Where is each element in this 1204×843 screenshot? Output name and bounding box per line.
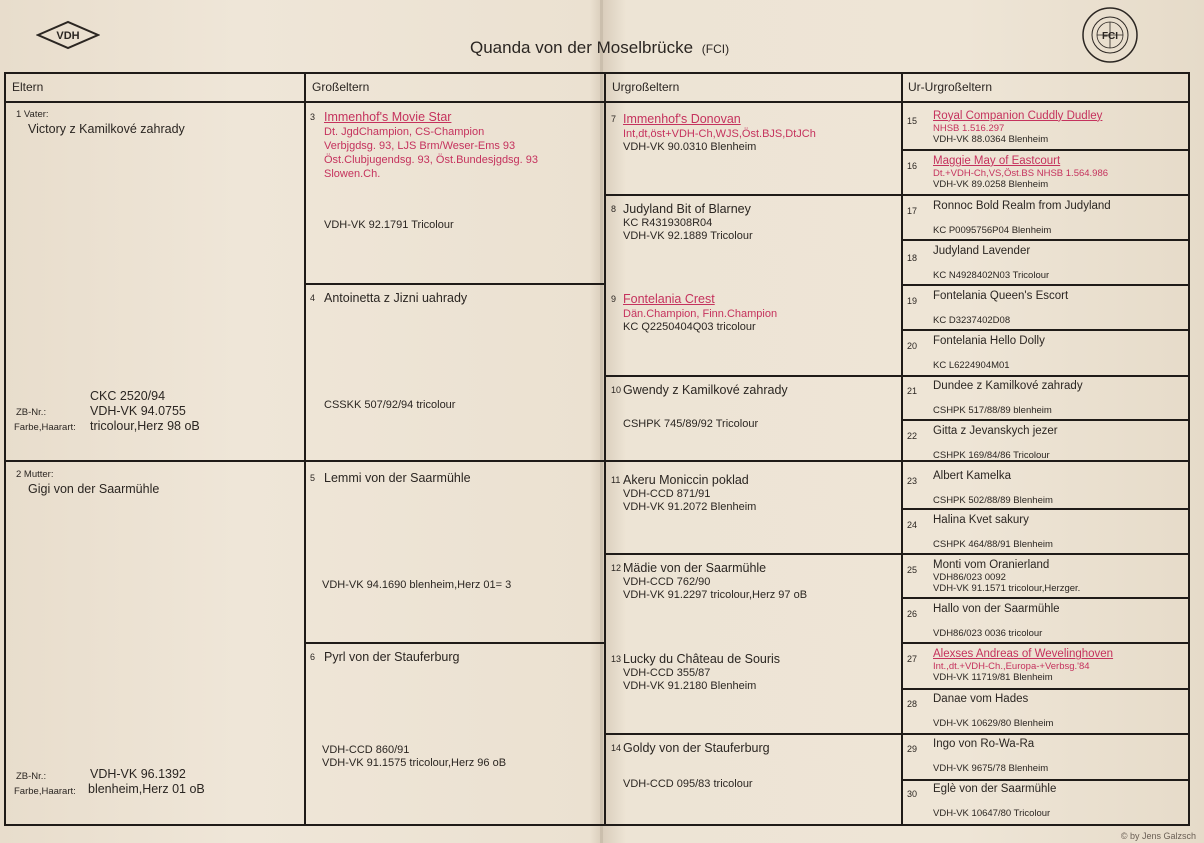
dog-registration: VDH-VK 94.1690 blenheim,Herz 01= 3 <box>322 579 512 591</box>
entry-number: 18 <box>907 253 918 263</box>
entry-number: 12 <box>611 563 622 573</box>
dog-registration: VDH-VK 89.0258 Blenheim <box>933 179 1049 190</box>
entry-number: 15 <box>907 116 918 126</box>
sire-farbe-label: Farbe,Haarart: <box>14 422 76 433</box>
gp-divider-1 <box>304 283 604 285</box>
entry-number: 25 <box>907 565 918 575</box>
dog-registration: CSHPK 169/84/86 Tricolour <box>933 450 1050 461</box>
dog-registration: CSSKK 507/92/94 tricolour <box>324 399 456 411</box>
dog-registration: VDH-VK 91.2297 tricolour,Herz 97 oB <box>623 589 808 601</box>
dog-title: Dän.Champion, Finn.Champion <box>623 308 778 320</box>
dog-name: Alexses Andreas of Wevelinghoven <box>933 648 1114 660</box>
dog-name: Halina Kvet sakury <box>933 514 1029 526</box>
entry-number: 9 <box>611 294 617 304</box>
dog-name: Pyrl von der Stauferburg <box>324 650 460 664</box>
entry-number: 22 <box>907 431 918 441</box>
dam-farbe-label: Farbe,Haarart: <box>14 786 76 797</box>
dog-registration: KC R4319308R04 <box>623 217 713 229</box>
gggp-29 <box>907 738 1187 774</box>
col-divider-2 <box>604 72 606 826</box>
dog-title: Int,dt,öst+VDH-Ch,WJS,Öst.BJS,DtJCh <box>623 128 816 140</box>
dog-name: Antoinetta z Jizni uahrady <box>324 291 468 305</box>
gggp-divider-8 <box>901 508 1190 510</box>
entry-number: 7 <box>611 114 617 124</box>
vdh-logo-text: VDH <box>56 30 80 42</box>
dog-registration: VDH-CCD 762/90 <box>623 576 711 588</box>
entry-number: 30 <box>907 789 918 799</box>
gggp-25 <box>907 559 1187 594</box>
entry-number: 3 <box>310 112 316 122</box>
ggp-divider-3 <box>604 553 901 555</box>
gggp-16 <box>907 155 1187 190</box>
dog-registration-line: VDH-VK 91.1575 tricolour,Herz 96 oB <box>322 757 507 769</box>
ggp-divider-4 <box>604 733 901 735</box>
dog-registration: KC Q2250404Q03 tricolour <box>623 321 756 333</box>
gggp-divider-2 <box>901 194 1190 196</box>
entry-number: 17 <box>907 206 918 216</box>
dog-name: Danae vom Hades <box>933 693 1029 705</box>
entry-number: 27 <box>907 654 918 664</box>
dam-block <box>16 468 159 497</box>
gggp-23 <box>907 470 1187 506</box>
dog-registration: VDH-VK 11719/81 Blenheim <box>933 672 1053 683</box>
dog-name: Hallo von der Saarmühle <box>933 603 1060 615</box>
sire-name: Victory z Kamilkové zahrady <box>28 122 185 136</box>
grandparent-6 <box>310 650 600 665</box>
dog-name: Judyland Lavender <box>933 245 1031 257</box>
grandparent-3 <box>310 110 600 181</box>
dog-registration: CSHPK 745/89/92 Tricolour <box>623 418 759 430</box>
gggp-divider-3 <box>901 239 1190 241</box>
entry-number: 16 <box>907 161 918 171</box>
col-header-grosseltern: Großeltern <box>312 80 370 94</box>
dog-title: Slowen.Ch. <box>324 168 381 180</box>
dog-registration: VDH-VK 92.1791 Tricolour <box>324 219 454 231</box>
dam-name: Gigi von der Saarmühle <box>28 482 160 496</box>
entry-number: 4 <box>310 293 316 303</box>
dog-name: Eglè von der Saarmühle <box>933 783 1057 795</box>
gggp-divider-7 <box>901 419 1190 421</box>
header-divider <box>4 101 1190 103</box>
title-suffix: (FCI) <box>701 42 730 56</box>
dog-registration-line: VDH-CCD 860/91 <box>322 744 410 756</box>
entry-number: 6 <box>310 652 316 662</box>
dog-name: Maggie May of Eastcourt <box>933 155 1061 167</box>
greatgrandparent-14 <box>611 741 899 756</box>
greatgrandparent-11 <box>611 473 899 514</box>
sire-block <box>16 108 185 137</box>
dog-name: Monti vom Oranierland <box>933 559 1050 571</box>
dog-name: Fontelania Queen's Escort <box>933 290 1069 302</box>
dog-registration: VDH86/023 0092 <box>933 572 1006 583</box>
page-title <box>470 38 729 58</box>
dog-name: Ronnoc Bold Realm from Judyland <box>933 200 1111 212</box>
greatgrandparent-9 <box>611 292 899 334</box>
entry-number: 26 <box>907 609 918 619</box>
gggp-divider-9 <box>901 553 1190 555</box>
gggp-21 <box>907 380 1187 416</box>
ggp-divider-2 <box>604 375 901 377</box>
dog-title: Int.,dt.+VDH-Ch.,Europa-+Verbsg.'84 <box>933 661 1090 672</box>
dog-name: Immenhof's Movie Star <box>324 110 452 124</box>
sire-ckc: CKC 2520/94 <box>90 389 166 403</box>
greatgrandparent-8 <box>611 202 899 243</box>
dog-registration: KC P0095756P04 Blenheim <box>933 225 1052 236</box>
dog-registration: VDH86/023 0036 tricolour <box>933 628 1043 639</box>
dog-registration: VDH-VK 92.1889 Tricolour <box>623 230 753 242</box>
entry-number: 24 <box>907 520 918 530</box>
gggp-18 <box>907 245 1187 281</box>
dog-registration: VDH-VK 91.2072 Blenheim <box>623 501 757 513</box>
entry-number: 10 <box>611 385 622 395</box>
gggp-divider-5 <box>901 329 1190 331</box>
gggp-divider-12 <box>901 688 1190 690</box>
entry-number: 14 <box>611 743 622 753</box>
dog-registration: VDH-VK 91.2180 Blenheim <box>623 680 757 692</box>
col-header-urgrosseltern: Urgroßeltern <box>612 80 680 94</box>
gggp-divider-1 <box>901 149 1190 151</box>
dog-registration: CSHPK 502/88/89 Blenheim <box>933 495 1053 506</box>
vdh-logo <box>36 20 100 50</box>
dog-registration: KC D3237402D08 <box>933 315 1011 326</box>
sire-label: 1 Vater: <box>16 109 49 120</box>
gggp-22 <box>907 425 1187 461</box>
gggp-15 <box>907 110 1187 145</box>
dam-zb-label: ZB-Nr.: <box>16 771 47 782</box>
dog-name: Gitta z Jevanskych jezer <box>933 425 1058 437</box>
dog-name: Lemmi von der Saarmühle <box>324 471 471 485</box>
gggp-19 <box>907 290 1187 326</box>
dog-registration: VDH-CCD 871/91 <box>623 488 711 500</box>
dog-name: Fontelania Crest <box>623 292 715 306</box>
entry-number: 13 <box>611 654 622 664</box>
dog-registration: KC N4928402N03 Tricolour <box>933 270 1050 281</box>
dog-title: NHSB 1.516.297 <box>933 123 1005 134</box>
dam-label: 2 Mutter: <box>16 469 54 480</box>
dog-name: Immenhof's Donovan <box>623 112 741 126</box>
gggp-27 <box>907 648 1187 683</box>
gggp-26 <box>907 603 1187 639</box>
entry-number: 8 <box>611 204 617 214</box>
gggp-24 <box>907 514 1187 550</box>
gggp-17 <box>907 200 1187 236</box>
gggp-divider-4 <box>901 284 1190 286</box>
dog-registration: VDH-VK 10647/80 Tricolour <box>933 808 1051 819</box>
dog-name: Lucky du Château de Souris <box>623 652 781 666</box>
sire-zb: VDH-VK 94.0755 <box>90 404 186 418</box>
seal-text: FCI <box>1101 31 1119 42</box>
dog-name: Mädie von der Saarmühle <box>623 561 767 575</box>
entry-number: 28 <box>907 699 918 709</box>
gggp-divider-11 <box>901 642 1190 644</box>
dog-registration: CSHPK 517/88/89 blenheim <box>933 405 1052 416</box>
col-header-ururgrosseltern: Ur-Urgroßeltern <box>908 80 993 94</box>
ggp-divider-1 <box>604 194 901 196</box>
dog-title: Verbjgdsg. 93, LJS Brm/Weser-Ems 93 <box>324 140 516 152</box>
dog-name: Albert Kamelka <box>933 470 1011 482</box>
gggp-divider-14 <box>901 779 1190 781</box>
sire-farbe: tricolour,Herz 98 oB <box>90 419 200 433</box>
grandparent-4 <box>310 291 600 306</box>
dog-registration: VDH-CCD 355/87 <box>623 667 711 679</box>
dog-title: Dt. JgdChampion, CS-Champion <box>324 126 485 138</box>
dog-registration: VDH-CCD 095/83 tricolour <box>623 778 753 790</box>
dog-registration: VDH-VK 90.0310 Blenheim <box>623 141 757 153</box>
col-divider-1 <box>304 72 306 826</box>
dam-farbe: blenheim,Herz 01 oB <box>88 782 205 796</box>
dog-name: Dundee z Kamilkové zahrady <box>933 380 1083 392</box>
dog-registration <box>322 744 506 770</box>
dog-name: Quanda von der Moselbrücke <box>470 38 694 57</box>
dog-registration: KC L6224904M01 <box>933 360 1010 371</box>
greatgrandparent-12 <box>611 561 899 602</box>
entry-number: 21 <box>907 386 918 396</box>
entry-number: 29 <box>907 744 918 754</box>
dog-registration: VDH-VK 10629/80 Blenheim <box>933 718 1054 729</box>
dog-name: Akeru Moniccin poklad <box>623 473 749 487</box>
dog-name: Fontelania Hello Dolly <box>933 335 1045 347</box>
gggp-20 <box>907 335 1187 371</box>
dog-name: Goldy von der Stauferburg <box>623 741 770 755</box>
entry-number: 5 <box>310 473 316 483</box>
dog-registration: VDH-VK 88.0364 Blenheim <box>933 134 1049 145</box>
dog-name: Royal Companion Cuddly Dudley <box>933 110 1103 122</box>
gggp-divider-10 <box>901 597 1190 599</box>
greatgrandparent-13 <box>611 652 899 693</box>
dog-title: Dt.+VDH-Ch,VS,Öst.BS NHSB 1.564.986 <box>933 168 1109 179</box>
greatgrandparent-7 <box>611 112 899 154</box>
entry-number: 23 <box>907 476 918 486</box>
col-divider-3 <box>901 72 903 826</box>
gggp-28 <box>907 693 1187 729</box>
gggp-divider-13 <box>901 733 1190 735</box>
dog-registration: CSHPK 464/88/91 Blenheim <box>933 539 1053 550</box>
col-header-eltern: Eltern <box>12 80 44 94</box>
greatgrandparent-10 <box>611 383 899 398</box>
gggp-30 <box>907 783 1187 819</box>
entry-number: 11 <box>611 475 621 485</box>
fci-seal <box>1081 6 1139 64</box>
dog-name: Gwendy z Kamilkové zahrady <box>623 383 788 397</box>
dam-zb: VDH-VK 96.1392 <box>90 767 186 781</box>
dog-registration: VDH-VK 91.1571 tricolour,Herzger. <box>933 583 1081 594</box>
gggp-divider-6 <box>901 375 1190 377</box>
dog-name: Ingo von Ro-Wa-Ra <box>933 738 1035 750</box>
dog-registration: VDH-VK 9675/78 Blenheim <box>933 763 1049 774</box>
copyright-note: © by Jens Galzsch <box>1120 831 1196 841</box>
entry-number: 20 <box>907 341 918 351</box>
entry-number: 19 <box>907 296 918 306</box>
grandparent-5 <box>310 471 600 486</box>
gp-divider-2 <box>304 642 604 644</box>
dog-name: Judyland Bit of Blarney <box>623 202 751 216</box>
sire-zb-label: ZB-Nr.: <box>16 407 47 418</box>
dog-title: Öst.Clubjugendsg. 93, Öst.Bundesjgdsg. 93 <box>324 154 539 166</box>
